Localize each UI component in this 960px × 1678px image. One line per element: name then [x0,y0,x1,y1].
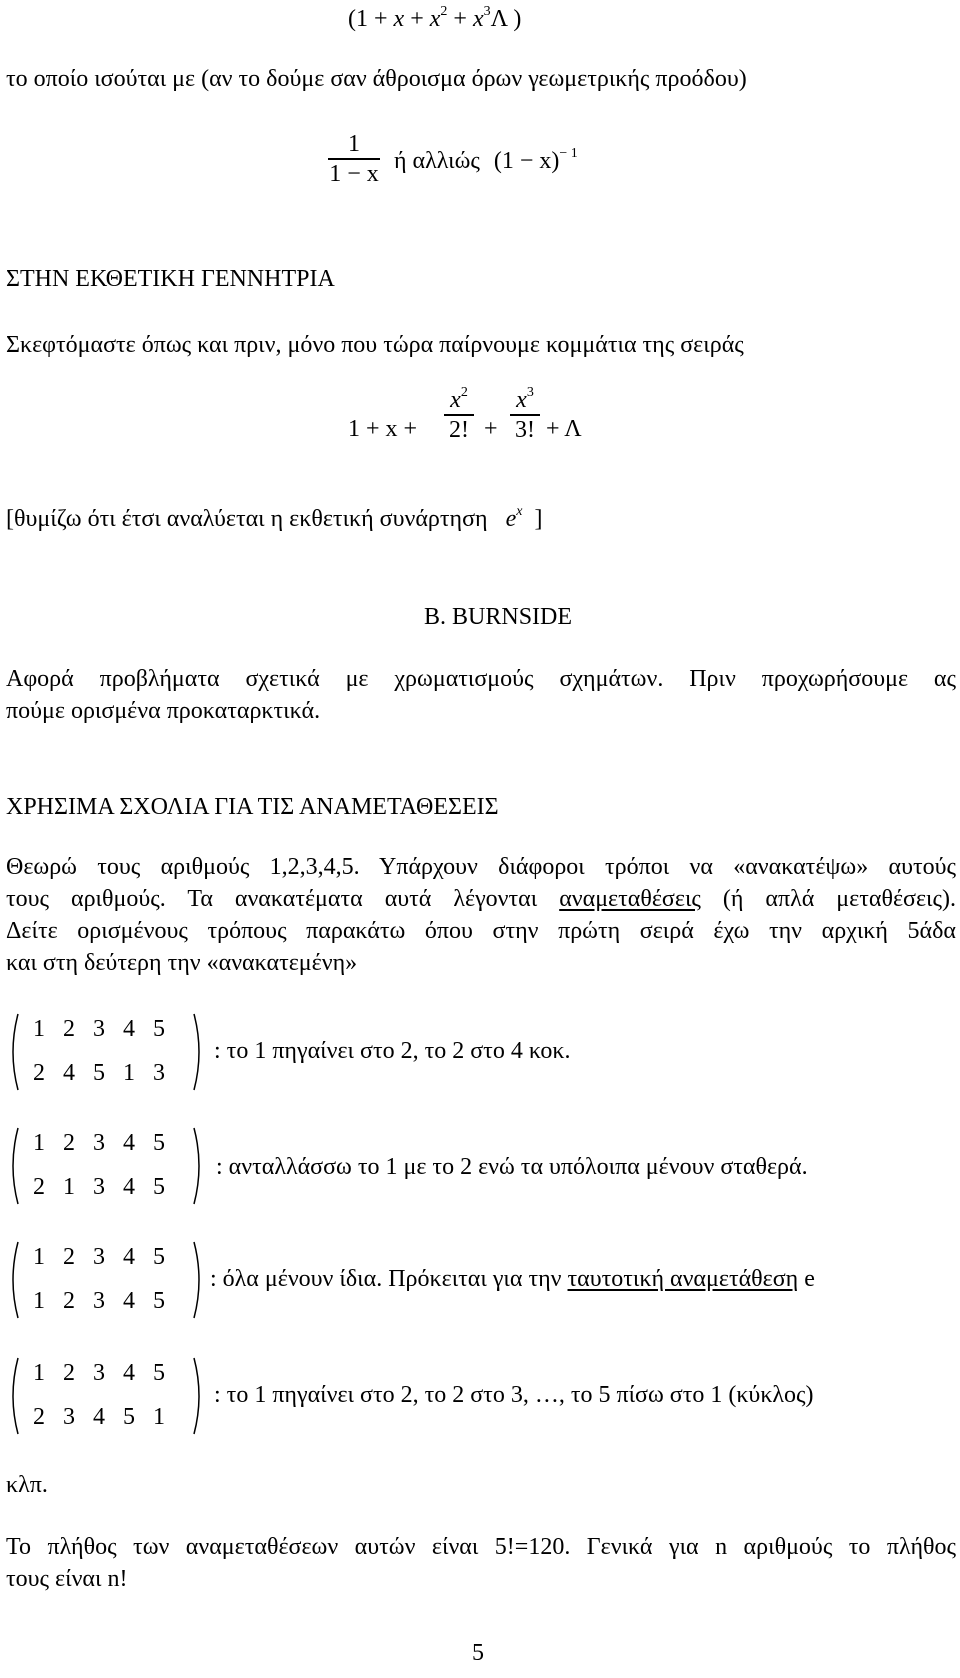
reminder-line: [θυμίζω ότι έτσι αναλύεται η εκθετική συνάρτηση $e^x$ ] [6,504,543,532]
permutation-matrix-4 [6,1354,176,1434]
permutations-line-4: και στη δεύτερη την «ανακατεμένη» [6,950,358,976]
fraction-x2-over-2-factorial: $x^2$ 2! [444,386,474,444]
matrix-caption-4: : το 1 πηγαίνει στο 2, το 2 στο 3, …, το 5 πίσω στο 1 (κύκλος) [214,1382,814,1408]
geometric-sentence: το οποίο ισούται με (αν το δούμε σαν άθροισμα όρων γεωμετρικής προόδου) [6,66,747,92]
matrix-top-row: 1 2 3 4 5 [33,1016,165,1042]
plus-sign: + [484,416,498,442]
permutation-matrix-2 [6,1124,176,1204]
exponential-heading: ΣΤΗΝ ΕΚΘΕΤΙΚΗ ΓΕΝΝΗΤΡΙΑ [6,266,335,292]
matrix-bottom-row: 1 2 3 4 5 [33,1288,165,1314]
geometric-series-formula: ($1 + x + x^2 + x^3\Lambda$ ) [348,4,522,32]
matrix-bottom-row: 2 1 3 4 5 [33,1174,165,1200]
count-line-1: Το πλήθος των αναμεταθέσεων αυτών είναι 5!=120. Γενικά για n αριθμούς το πλήθος [6,1534,956,1560]
permutation-matrix-1 [6,1010,176,1090]
matrix-top-row: 1 2 3 4 5 [33,1244,165,1270]
matrix-top-row: 1 2 3 4 5 [33,1360,165,1386]
fraction-x3-over-3-factorial: $x^3$ 3! [510,386,540,444]
count-line-2: τους είναι n! [6,1566,128,1592]
matrix-caption-2: : ανταλλάσσω το 1 με το 2 ενώ τα υπόλοιπα μένουν σταθερά. [216,1154,808,1180]
permutation-matrix-3 [6,1238,176,1318]
section-title: Β. BURNSIDE [424,604,573,630]
permutations-line-1: Θεωρώ τους αριθμούς 1,2,3,4,5. Υπάρχουν διάφοροι τρόποι να «ανακατέψω» αυτούς [6,854,956,880]
exponential-sentence: Σκεφτόμαστε όπως και πριν, μόνο που τώρα παίρνουμε κομμάτια της σειράς [6,332,744,358]
page-number: 5 [472,1640,484,1666]
alternative-text: ή αλλιώς $(1 - x)^{- 1}$ [394,146,578,174]
matrix-caption-3: : όλα μένουν ίδια. Πρόκειται για την ταυτοτική αναμετάθεση e [210,1266,815,1292]
matrix-bottom-row: 2 3 4 5 1 [33,1404,165,1430]
permutations-line-2: τους αριθμούς. Τα ανακατέματα αυτά λέγονται αναμεταθέσεις (ή απλά μεταθέσεις). [6,886,957,912]
matrix-bottom-row: 2 4 5 1 3 [33,1060,165,1086]
matrix-caption-1: : το 1 πηγαίνει στο 2, το 2 στο 4 κοκ. [214,1038,571,1064]
burnside-paragraph-line-1: Αφορά προβλήματα σχετικά με χρωματισμούς σχημάτων. Πριν προχωρήσουμε ας [6,666,956,692]
exponential-series-lead: 1 + x + [348,416,418,442]
matrix-top-row: 1 2 3 4 5 [33,1130,165,1156]
permutations-heading: ΧΡΗΣΙΜΑ ΣΧΟΛΙΑ ΓΙΑ ΤΙΣ ΑΝΑΜΕΤΑΘΕΣΕΙΣ [6,794,499,820]
burnside-paragraph-line-2: πούμε ορισμένα προκαταρκτικά. [6,698,321,724]
permutations-line-3: Δείτε ορισμένους τρόπους παρακάτω όπου στην πρώτη σειρά έχω την αρχική 5άδα [6,918,956,944]
fraction-one-over-one-minus-x: 1 1 − x [329,131,379,187]
series-tail: + Λ [546,416,582,442]
etc-text: κλπ. [6,1472,48,1498]
